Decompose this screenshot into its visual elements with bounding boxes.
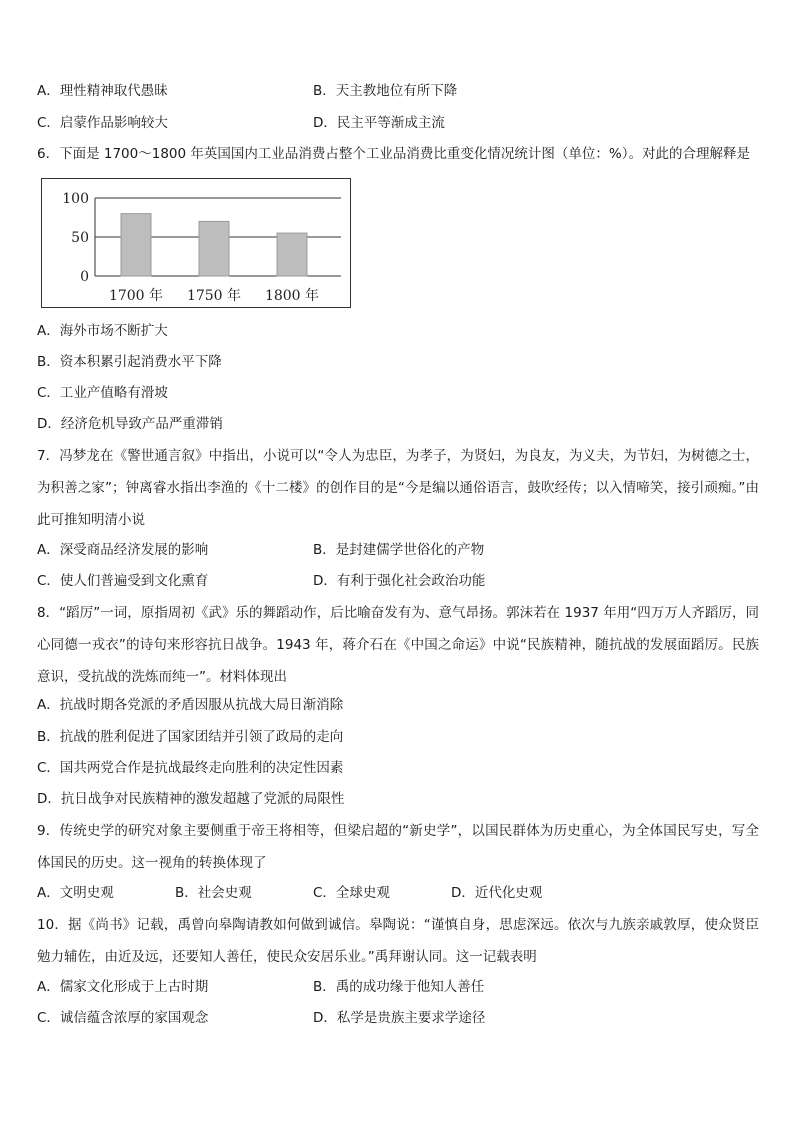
q10-option-b: B．禹的成功缘于他知人善任 [313,979,485,995]
q5-option-a: A．理性精神取代愚昧 [37,83,168,99]
chart-bar [121,214,151,276]
q5-option-c: C．启蒙作品影响较大 [37,115,168,131]
q6-option-b: B．资本积累引起消费水平下降 [37,354,222,370]
q6-option-a: A．海外市场不断扩大 [37,323,168,339]
chart-bar [277,233,307,276]
q10-option-d: D．私学是贵族主要求学途径 [313,1010,486,1026]
q7-option-d: D．有利于强化社会政治功能 [313,573,486,589]
q6-option-d: D．经济危机导致产品严重滞销 [37,416,223,432]
chart-bar [199,221,229,276]
q10-option-c: C．诚信蕴含浓厚的家国观念 [37,1010,209,1026]
q8-option-b: B．抗战的胜利促进了国家团结并引领了政局的走向 [37,729,344,745]
chart-category-label: 1800 年 [264,288,320,304]
chart-y-tick-label: 50 [71,230,89,246]
q8-option-a: A．抗战时期各党派的矛盾因服从抗战大局日渐消除 [37,697,344,713]
q10-stem: 10．据《尚书》记载，禹曾向皋陶请教如何做到诚信。皋陶说：“谨慎自身，思虑深远。依次与九族亲戚敦厚，使众贤臣勉力辅佐，由近及远，还要知人善任，使民众安居乐业。”禹拜谢认同。这一记载表明 [37,917,759,965]
q7-option-a: A．深受商品经济发展的影响 [37,542,209,558]
q7-option-b: B．是封建儒学世俗化的产物 [313,542,485,558]
chart-y-tick-label: 0 [80,269,89,285]
q6-bar-chart [41,178,351,308]
q7-stem: 7．冯梦龙在《警世通言叙》中指出，小说可以“令人为忠臣，为孝子，为贤妇，为良友，为义夫，为节妇，为树德之士，为积善之家”；钟离睿水指出李渔的《十二楼》的创作目的是“今是编以通俗语言，鼓吹经传；以入情啼笑，接引顽痴。”由此可推知明清小说 [37,448,759,528]
q9-stem: 9．传统史学的研究对象主要侧重于帝王将相等，但梁启超的“新史学”，以国民群体为历史重心，为全体国民写史，写全体国民的历史。这一视角的转换体现了 [37,823,759,871]
q7-option-c: C．使人们普遍受到文化熏育 [37,573,209,589]
q9-options [37,883,542,903]
q9-option-b: B．社会史观 [175,885,252,901]
chart-category-label: 1750 年 [186,288,242,304]
q10-option-a: A．儒家文化形成于上古时期 [37,979,209,995]
q8-option-c: C．国共两党合作是抗战最终走向胜利的决定性因素 [37,760,344,776]
q8-option-d: D．抗日战争对民族精神的激发超越了党派的局限性 [37,791,345,807]
q6-stem: 6．下面是 1700～1800 年英国国内工业品消费占整个工业品消费比重变化情况统计图（单位：%）。对此的合理解释是 [37,146,750,162]
chart-y-tick-label: 100 [62,191,89,207]
q6-option-c: C．工业产值略有滑坡 [37,385,168,401]
q8-stem: 8．“蹈厉”一词，原指周初《武》乐的舞蹈动作，后比喻奋发有为、意气昂扬。郭沫若在 1937 年用“四万万人齐蹈厉，同心同德一戎衣”的诗句来形容抗日战争。1943 年，蒋介石在《中国之命运》中说“民族精神，随抗战的发展面蹈厉。民族意识，受抗战的洗炼而纯一”。材料体现出 [37,605,759,685]
q5-option-b: B．天主教地位有所下降 [313,83,458,99]
q9-option-d: D．近代化史观 [451,885,543,901]
q9-option-c: C．全球史观 [313,885,390,901]
q5-option-d: D．民主平等渐成主流 [313,115,445,131]
q9-option-a: A．文明史观 [37,885,114,901]
chart-category-label: 1700 年 [108,288,164,304]
